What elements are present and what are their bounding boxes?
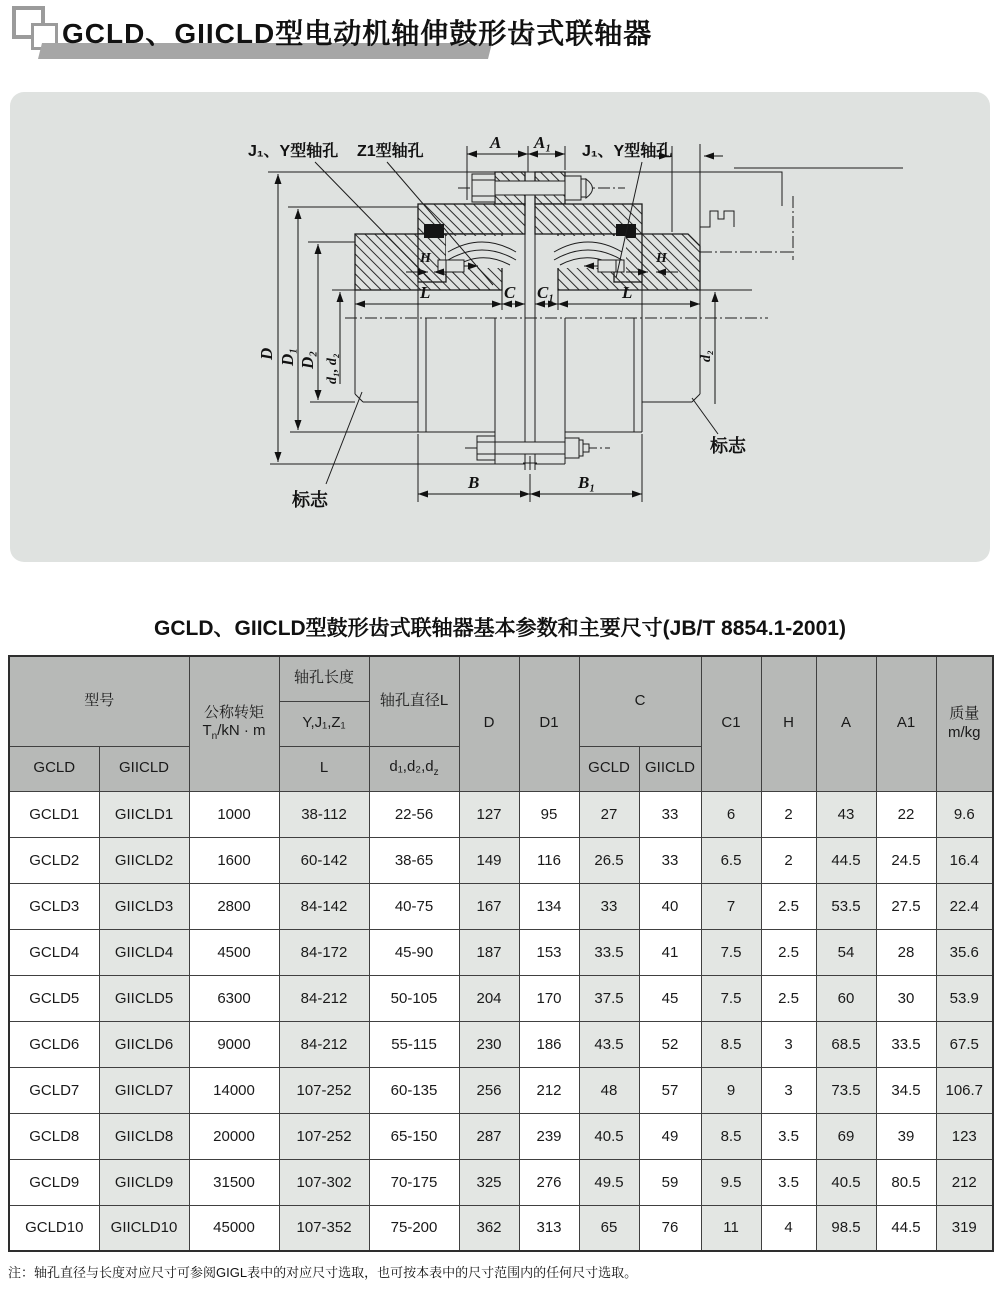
table-cell: GIICLD5: [99, 975, 189, 1021]
table-cell: 80.5: [876, 1159, 936, 1205]
table-cell: 9000: [189, 1021, 279, 1067]
table-cell: 153: [519, 929, 579, 975]
dim-label-h-right: H: [656, 251, 667, 266]
table-cell: 44.5: [816, 837, 876, 883]
table-cell: 98.5: [816, 1205, 876, 1251]
table-cell: 45: [639, 975, 701, 1021]
table-cell: 30: [876, 975, 936, 1021]
table-cell: GIICLD2: [99, 837, 189, 883]
dim-label-b: B: [468, 473, 480, 492]
table-cell: 11: [701, 1205, 761, 1251]
table-cell: 40.5: [816, 1159, 876, 1205]
table-cell: 31500: [189, 1159, 279, 1205]
table-cell: 22: [876, 791, 936, 837]
table-cell: 40.5: [579, 1113, 639, 1159]
table-cell: 59: [639, 1159, 701, 1205]
table-cell: 60-142: [279, 837, 369, 883]
table-cell: 107-352: [279, 1205, 369, 1251]
table-cell: 41: [639, 929, 701, 975]
col-header-model-gcld: GCLD: [9, 746, 99, 791]
table-cell: 6: [701, 791, 761, 837]
table-cell: 7.5: [701, 975, 761, 1021]
table-cell: 2: [761, 837, 816, 883]
table-cell: 2800: [189, 883, 279, 929]
table-cell: 2.5: [761, 929, 816, 975]
col-header-a: A: [816, 656, 876, 791]
table-cell: 107-252: [279, 1113, 369, 1159]
table-cell: 53.9: [936, 975, 993, 1021]
table-cell: 2.5: [761, 883, 816, 929]
col-header-h: H: [761, 656, 816, 791]
table-cell: 230: [459, 1021, 519, 1067]
table-cell: 3: [761, 1067, 816, 1113]
table-row: [9, 837, 993, 883]
table-row: [9, 791, 993, 837]
dim-label-D: D: [257, 347, 276, 360]
col-header-c: C: [579, 656, 701, 746]
table-cell: 69: [816, 1113, 876, 1159]
table-cell: GCLD5: [9, 975, 99, 1021]
table-cell: 44.5: [876, 1205, 936, 1251]
table-cell: 43.5: [579, 1021, 639, 1067]
dim-label-l-left: L: [420, 283, 431, 302]
table-cell: 45000: [189, 1205, 279, 1251]
table-cell: 276: [519, 1159, 579, 1205]
table-cell: 49: [639, 1113, 701, 1159]
table-cell: 107-252: [279, 1067, 369, 1113]
table-cell: GIICLD10: [99, 1205, 189, 1251]
spec-table-body: [9, 791, 993, 1251]
label-bore-z1: Z1型轴孔: [357, 143, 424, 160]
mark-label-right: 标志: [710, 436, 746, 456]
table-cell: 70-175: [369, 1159, 459, 1205]
table-cell: 116: [519, 837, 579, 883]
table-cell: GIICLD4: [99, 929, 189, 975]
table-cell: 65: [579, 1205, 639, 1251]
table-cell: 50-105: [369, 975, 459, 1021]
table-cell: 33: [579, 883, 639, 929]
table-cell: 20000: [189, 1113, 279, 1159]
table-cell: 3: [761, 1021, 816, 1067]
col-header-bore-dia: 轴孔直径L: [369, 656, 459, 746]
table-cell: 127: [459, 791, 519, 837]
table-row: [9, 975, 993, 1021]
table-cell: GCLD7: [9, 1067, 99, 1113]
table-cell: 14000: [189, 1067, 279, 1113]
table-cell: 2: [761, 791, 816, 837]
table-cell: 24.5: [876, 837, 936, 883]
table-cell: 6300: [189, 975, 279, 1021]
table-row: [9, 883, 993, 929]
table-cell: 60-135: [369, 1067, 459, 1113]
table-cell: 26.5: [579, 837, 639, 883]
table-cell: GCLD9: [9, 1159, 99, 1205]
table-cell: GCLD2: [9, 837, 99, 883]
col-header-bore-length-types: Y,J₁,Z₁: [279, 701, 369, 746]
table-row: [9, 1067, 993, 1113]
table-cell: 313: [519, 1205, 579, 1251]
table-cell: 186: [519, 1021, 579, 1067]
table-cell: 106.7: [936, 1067, 993, 1113]
dim-label-l-right: L: [622, 283, 633, 302]
table-cell: 68.5: [816, 1021, 876, 1067]
col-header-bore-dia-syms: $d_1,d_2,d_z$: [369, 746, 459, 791]
table-cell: GIICLD8: [99, 1113, 189, 1159]
mark-label-left: 标志: [292, 490, 328, 510]
table-cell: GIICLD7: [99, 1067, 189, 1113]
table-cell: 43: [816, 791, 876, 837]
dim-label-c1: C₁: [537, 283, 555, 302]
table-cell: 22.4: [936, 883, 993, 929]
table-cell: 84-212: [279, 1021, 369, 1067]
table-cell: 52: [639, 1021, 701, 1067]
table-row: [9, 1205, 993, 1251]
table-cell: 53.5: [816, 883, 876, 929]
table-cell: 76: [639, 1205, 701, 1251]
table-cell: GIICLD6: [99, 1021, 189, 1067]
table-cell: 134: [519, 883, 579, 929]
table-cell: 67.5: [936, 1021, 993, 1067]
table-cell: 8.5: [701, 1021, 761, 1067]
table-cell: 8.5: [701, 1113, 761, 1159]
dim-label-a: A: [490, 133, 502, 152]
table-cell: 123: [936, 1113, 993, 1159]
torque-unit: $T_n/kN \cdot m$: [202, 722, 266, 743]
table-cell: 9: [701, 1067, 761, 1113]
table-cell: 7.5: [701, 929, 761, 975]
col-header-model: 型号: [9, 656, 189, 746]
table-cell: GCLD1: [9, 791, 99, 837]
table-cell: 239: [519, 1113, 579, 1159]
dim-label-b1: B₁: [578, 473, 596, 492]
table-cell: 60: [816, 975, 876, 1021]
table-cell: 27.5: [876, 883, 936, 929]
table-cell: 287: [459, 1113, 519, 1159]
table-cell: 75-200: [369, 1205, 459, 1251]
footnote: 注：轴孔直径与长度对应尺寸可参阅GIGL表中的对应尺寸选取，也可按本表中的尺寸范围内的任何尺寸选取。: [8, 1265, 638, 1280]
dim-label-d2-small: d₂: [699, 350, 714, 362]
dim-label-D2: D₂: [298, 350, 317, 369]
table-cell: 65-150: [369, 1113, 459, 1159]
spec-table: [8, 655, 994, 1252]
table-cell: 3.5: [761, 1113, 816, 1159]
table-cell: GCLD3: [9, 883, 99, 929]
table-cell: 3.5: [761, 1159, 816, 1205]
table-cell: 84-212: [279, 975, 369, 1021]
spec-table-head: [9, 656, 993, 791]
table-cell: 170: [519, 975, 579, 1021]
table-cell: 33: [639, 791, 701, 837]
table-cell: 2.5: [761, 975, 816, 1021]
table-cell: 33.5: [876, 1021, 936, 1067]
table-cell: 256: [459, 1067, 519, 1113]
table-cell: 204: [459, 975, 519, 1021]
table-cell: GIICLD9: [99, 1159, 189, 1205]
dim-label-a1: A₁: [534, 133, 552, 152]
table-cell: 38-112: [279, 791, 369, 837]
table-cell: 107-302: [279, 1159, 369, 1205]
table-cell: 37.5: [579, 975, 639, 1021]
table-cell: 325: [459, 1159, 519, 1205]
dim-label-c: C: [504, 283, 516, 302]
table-cell: 149: [459, 837, 519, 883]
table-cell: 54: [816, 929, 876, 975]
table-row: [9, 1021, 993, 1067]
col-header-model-giicld: GIICLD: [99, 746, 189, 791]
col-header-d1: D1: [519, 656, 579, 791]
table-title: GCLD、GIICLD型鼓形齿式联轴器基本参数和主要尺寸(JB/T 8854.1-2001): [154, 617, 846, 640]
table-cell: 4: [761, 1205, 816, 1251]
table-cell: 22-56: [369, 791, 459, 837]
table-cell: 95: [519, 791, 579, 837]
table-row: [9, 929, 993, 975]
col-header-c-giicld: GIICLD: [639, 746, 701, 791]
dim-label-h-left: H: [420, 251, 431, 266]
table-cell: 4500: [189, 929, 279, 975]
table-cell: 48: [579, 1067, 639, 1113]
table-cell: 1600: [189, 837, 279, 883]
table-cell: 84-172: [279, 929, 369, 975]
table-cell: 9.6: [936, 791, 993, 837]
table-cell: 49.5: [579, 1159, 639, 1205]
dim-label-D1: D₁: [278, 347, 297, 366]
coupling-drawing: [10, 92, 990, 562]
table-cell: 6.5: [701, 837, 761, 883]
table-cell: 28: [876, 929, 936, 975]
table-cell: GIICLD1: [99, 791, 189, 837]
table-cell: 319: [936, 1205, 993, 1251]
table-cell: 84-142: [279, 883, 369, 929]
center-split-lines: [525, 172, 535, 470]
table-cell: 34.5: [876, 1067, 936, 1113]
col-header-mass: 质量 m/kg: [936, 656, 993, 791]
table-cell: GIICLD3: [99, 883, 189, 929]
table-cell: 55-115: [369, 1021, 459, 1067]
table-cell: 1000: [189, 791, 279, 837]
table-cell: 33: [639, 837, 701, 883]
col-header-bore-length-l: L: [279, 746, 369, 791]
table-cell: 35.6: [936, 929, 993, 975]
col-header-bore-length: 轴孔长度: [279, 656, 369, 701]
page-title: GCLD、GIICLD型电动机轴伸鼓形齿式联轴器: [62, 18, 653, 49]
table-cell: 39: [876, 1113, 936, 1159]
table-cell: 16.4: [936, 837, 993, 883]
table-cell: 167: [459, 883, 519, 929]
table-cell: GCLD4: [9, 929, 99, 975]
diagram-panel: [10, 92, 990, 562]
table-cell: GCLD8: [9, 1113, 99, 1159]
table-cell: 38-65: [369, 837, 459, 883]
dim-label-d1d2: d₁, d₂: [325, 353, 340, 384]
label-bore-left: J₁、Y型轴孔: [248, 143, 339, 160]
table-cell: 7: [701, 883, 761, 929]
table-cell: GCLD6: [9, 1021, 99, 1067]
table-cell: 212: [936, 1159, 993, 1205]
table-cell: 40-75: [369, 883, 459, 929]
col-header-d: D: [459, 656, 519, 791]
table-cell: 33.5: [579, 929, 639, 975]
motor-shaft-stub: [672, 144, 903, 260]
table-cell: 187: [459, 929, 519, 975]
label-bore-right: J₁、Y型轴孔: [582, 143, 673, 160]
table-cell: 73.5: [816, 1067, 876, 1113]
torque-label: 公称转矩: [204, 703, 265, 721]
col-header-torque: [189, 656, 279, 791]
bottom-bolt: [465, 436, 610, 470]
table-cell: GCLD10: [9, 1205, 99, 1251]
table-cell: 45-90: [369, 929, 459, 975]
table-cell: 212: [519, 1067, 579, 1113]
col-header-c-gcld: GCLD: [579, 746, 639, 791]
table-cell: 362: [459, 1205, 519, 1251]
table-cell: 40: [639, 883, 701, 929]
table-row: [9, 1113, 993, 1159]
table-cell: 27: [579, 791, 639, 837]
col-header-a1: A1: [876, 656, 936, 791]
col-header-c1: C1: [701, 656, 761, 791]
table-cell: 57: [639, 1067, 701, 1113]
table-row: [9, 1159, 993, 1205]
table-cell: 9.5: [701, 1159, 761, 1205]
